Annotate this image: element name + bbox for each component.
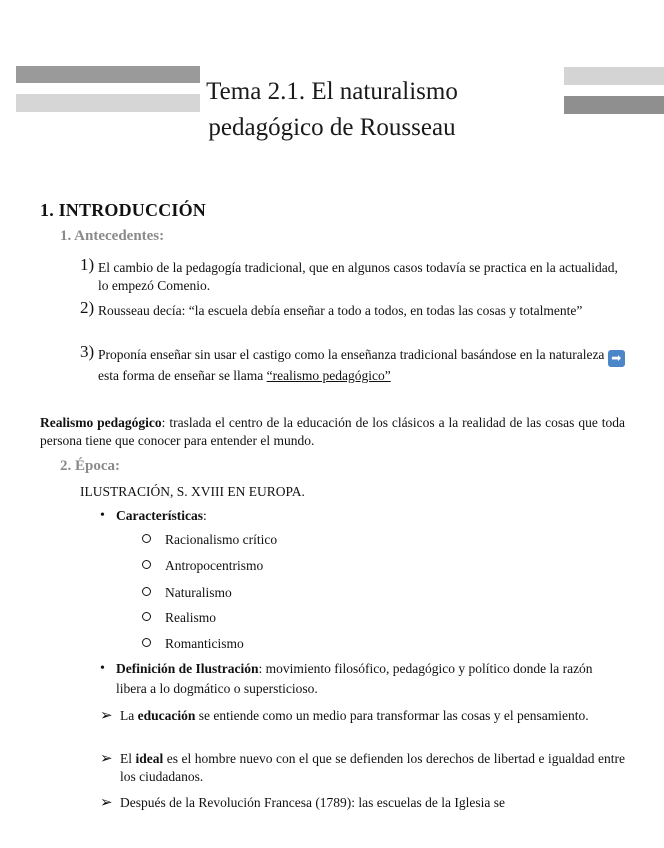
title-line-2: pedagógico de Rousseau: [208, 114, 456, 141]
numbered-item: [80, 298, 625, 320]
subheading-epoca: 2. Época:: [60, 458, 120, 474]
list-item-text: Antropocentrismo: [165, 558, 264, 573]
circle-bullet-icon: [142, 638, 151, 647]
item-number: 3): [80, 342, 95, 361]
caracteristicas-label: Características: [116, 508, 203, 523]
circle-bullet-icon: [142, 612, 151, 621]
arrow-item: [100, 794, 625, 812]
arrow-text-bold: ideal: [135, 751, 164, 766]
bullet-dot-icon: •: [100, 508, 105, 523]
list-item: [142, 558, 263, 574]
list-item-text: Realismo: [165, 610, 216, 625]
definicion-label: Definición de Ilustración: [116, 661, 259, 676]
circle-bullet-icon: [142, 534, 151, 543]
section-heading-introduccion: 1. INTRODUCCIÓN: [40, 200, 207, 220]
header-decor-bar-right-light: [564, 67, 664, 85]
list-item: [142, 585, 232, 601]
title-line-1: Tema 2.1. El naturalismo: [206, 78, 458, 105]
list-item-text: Romanticismo: [165, 636, 244, 651]
item-number: 1): [80, 255, 95, 274]
arrow-text-after: Después de la Revolución Francesa (1789): las escuelas de la Iglesia se: [120, 795, 505, 810]
list-item-text: Racionalismo crítico: [165, 532, 278, 547]
item-text: [80, 346, 625, 385]
arrowhead-bullet-icon: ➢: [100, 706, 113, 724]
realismo-quote: “realismo pedagógico”: [266, 368, 391, 383]
item-text-mid: esta forma de enseñar se llama: [98, 368, 264, 383]
item-number: 2): [80, 298, 95, 317]
circle-bullet-icon: [142, 560, 151, 569]
list-item-text: Naturalismo: [165, 585, 232, 600]
numbered-item: [80, 342, 625, 385]
arrowhead-bullet-icon: ➢: [100, 749, 113, 767]
realismo-term: Realismo pedagógico: [40, 415, 162, 430]
bullet-definicion: [100, 659, 625, 699]
item-text: Rousseau decía: “la escuela debía enseñar a todo a todos, en todas las cosas y totalmente”: [98, 303, 583, 318]
arrow-item: [100, 707, 625, 725]
numbered-item: [80, 255, 625, 295]
header-decor-bar-right-dark: [564, 96, 664, 114]
realismo-text: : traslada el centro de la educación de los clásicos a la realidad de las cosas que toda persona tiene que conocer para entender el mundo.: [40, 415, 625, 448]
definicion-text: : movimiento filosófico, pedagógico y político donde la razón libera a lo dogmático o supersticioso.: [116, 661, 593, 696]
arrow-text-before: La: [120, 708, 135, 723]
item-text-before: Proponía enseñar sin usar el castigo como la enseñanza tradicional basándose en la naturaleza: [98, 347, 605, 362]
arrow-text-after: es el hombre nuevo con el que se defienden los derechos de libertad e igualdad entre los ciudadanos.: [120, 751, 626, 784]
list-item: [142, 532, 277, 548]
list-item: [142, 636, 244, 652]
bullet-caracteristicas: • Características:: [100, 506, 625, 526]
period-text: ILUSTRACIÓN, S. XVIII EN EUROPA.: [80, 484, 305, 499]
realismo-paragraph: [40, 414, 625, 450]
circle-bullet-icon: [142, 587, 151, 596]
arrowhead-bullet-icon: ➢: [100, 793, 113, 811]
subheading-antecedentes: 1. Antecedentes:: [60, 228, 165, 244]
arrow-text-after: se entiende como un medio para transformar las cosas y el pensamiento.: [198, 708, 589, 723]
item-text: El cambio de la pedagogía tradicional, que en algunos casos todavía se practica en la actualidad, lo empezó Comenio.: [98, 260, 618, 293]
right-arrow-icon: ➡: [608, 350, 625, 367]
document-title: [150, 74, 514, 146]
arrow-text-bold: educación: [137, 708, 196, 723]
list-item: [142, 610, 216, 626]
arrow-item: [100, 750, 625, 786]
arrow-text-before: El: [120, 751, 132, 766]
bullet-dot-icon: •: [100, 661, 105, 676]
